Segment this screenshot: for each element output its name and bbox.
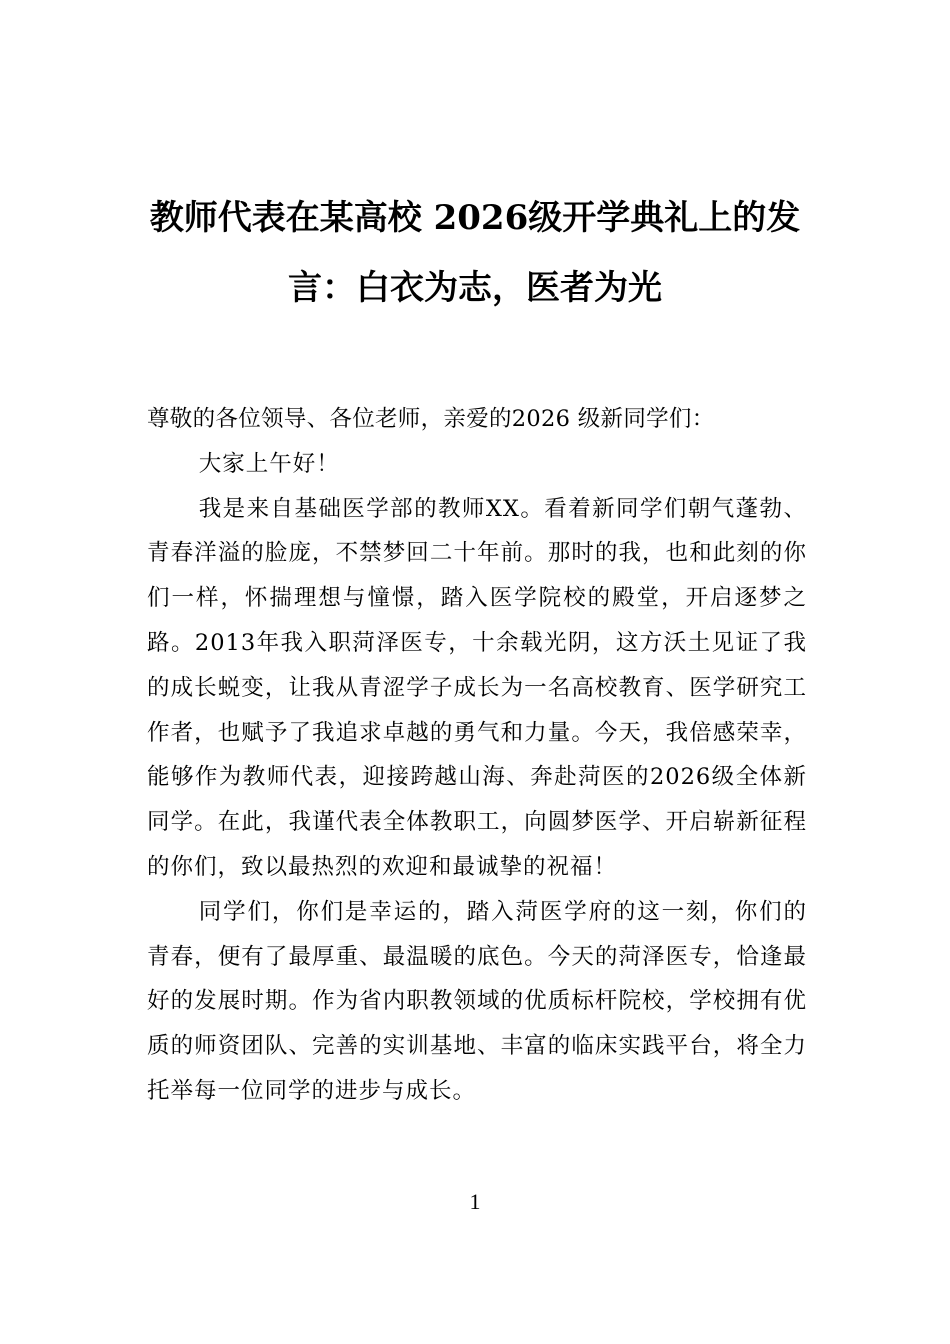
body-paragraph-1: 我是来自基础医学部的教师XX。看着新同学们朝气蓬勃、青春洋溢的脸庞，不禁梦回二十年前。那时的我，也和此刻的你们一样，怀揣理想与憧憬，踏入医学院校的殿堂，开启逐梦之路。2013年我入职菏泽医专，十余载光阴，这方沃土见证了我的成长蜕变，让我从青涩学子成长为一名高校教育、医学研究工作者，也赋予了我追求卓越的勇气和力量。今天，我倍感荣幸，能够作为教师代表，迎接跨越山海、奔赴菏医的2026级全体新同学。在此，我谨代表全体教职工，向圆梦医学、开启崭新征程的你们，致以最热烈的欢迎和最诚挚的祝福！ (147, 495, 807, 880)
page-number: 1 (469, 1189, 481, 1214)
salutation: 尊敬的各位领导、各位老师，亲爱的2026 级新同学们： (147, 406, 715, 432)
document-body (147, 397, 807, 1114)
document-title-line-1: 教师代表在某高校 2026级开学典礼上的发 (149, 198, 801, 238)
document-title-line-2: 言：白衣为志，医者为光 (288, 268, 662, 308)
body-paragraph-2: 同学们，你们是幸运的，踏入菏医学府的这一刻，你们的青春，便有了最厚重、最温暖的底色。今天的菏泽医专，恰逢最好的发展时期。作为省内职教领域的优质标杆院校，学校拥有优质的师资团队、完善的实训基地、丰富的临床实践平台，将全力托举每一位同学的进步与成长。 (147, 898, 807, 1104)
greeting: 大家上午好！ (198, 450, 340, 477)
